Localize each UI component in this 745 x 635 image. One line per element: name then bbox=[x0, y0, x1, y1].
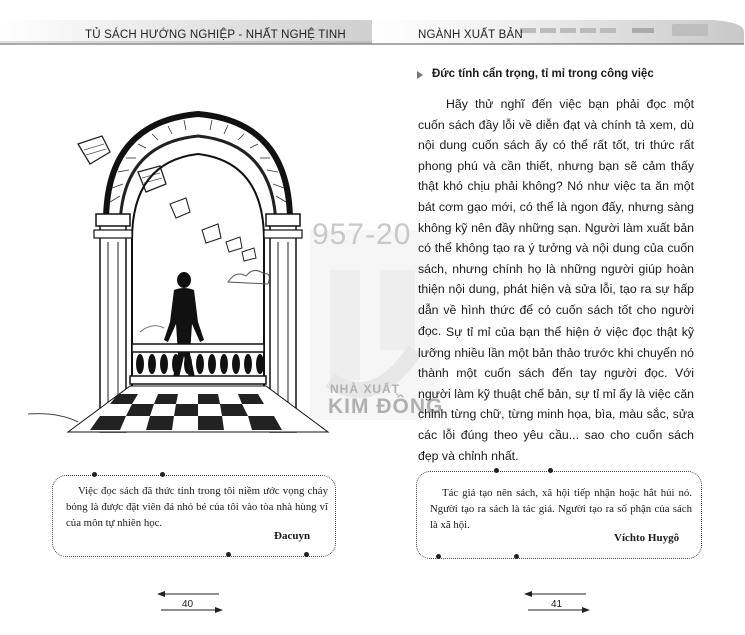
section-heading: Đức tính cẩn trọng, tỉ mỉ trong công việc bbox=[432, 68, 654, 80]
header-series-title: TỦ SÁCH HƯỚNG NGHIỆP - NHẤT NGHỆ TINH bbox=[85, 29, 346, 41]
quote-box-dot bbox=[226, 552, 231, 557]
quote-author-right: Víchto Huygô bbox=[614, 532, 680, 544]
header-chapter-title: NGÀNH XUẤT BẢN bbox=[418, 29, 523, 41]
quote-box-dot bbox=[304, 552, 309, 557]
heading-bullet-icon bbox=[417, 71, 423, 79]
quote-box-dot bbox=[92, 472, 97, 477]
quote-box-dot bbox=[548, 468, 553, 473]
quote-text-left: Việc đọc sách đã thức tỉnh trong tôi niềm ước vọng cháy bỏng là được đặt viên đá nhỏ bé của tôi vào tòa nhà hùng vĩ của môn tự nhiên học. bbox=[66, 485, 328, 529]
quote-author-left: Đacuyn bbox=[274, 530, 311, 542]
quote-box-dot bbox=[494, 468, 499, 473]
quote-box-dot bbox=[160, 472, 165, 477]
arch-balcony-illustration bbox=[28, 92, 348, 437]
page-number-left: 40 bbox=[182, 599, 194, 610]
body-paragraph: Sự tỉ mỉ của bạn thể hiện ở việc đọc thật kỹ lưỡng nhiều lần một bản thảo trước khi chuyển nó thành một cuốn sách đến tay người đọc. Với người làm kỹ thuật chế bản, sự tỉ mỉ ấy là việc căn chỉnh từng chữ, từng minh họa, bìa, màu sắc, sửa các lỗi đúng theo yêu cầu... sao cho cuốn sách đẹp và chỉnh nhất. bbox=[418, 325, 694, 463]
page-number-right: 41 bbox=[551, 599, 563, 610]
quote-text-right: Tác giả tạo nên sách, xã hội tiếp nhận hoặc hắt hủi nó. Người tạo ra sách là tác giả. Người tạo ra số phận của sách là xã hội. bbox=[430, 487, 692, 531]
watermark-line-1: NHÀ XUẤT bbox=[330, 382, 400, 396]
body-paragraph: Hãy thử nghĩ đến việc bạn phải đọc một cuốn sách đầy lỗi về diễn đạt và chính tả xem, dù nội dung cuốn sách ấy có thể rất tốt, tri thức rất phong phú và cần thiết, nhưng bạn sẽ cảm thấy thật khó chịu phải không? Nó như việc ta ăn một bát cơm gạo mới, có thể là ngon đấy, nhưng sàng không kỹ nên đầy những sạn. Người làm xuất bản có thể không tạo ra ý tưởng và nội dung của cuốn sách, nhưng chính họ là những người giúp hoàn thiện nội dung, phát hiện và sửa lỗi, tạo ra sự hấp dẫn về hình thức để có cuốn sách tốt cho người đọc. bbox=[418, 97, 694, 338]
watermark-year: 957-20 bbox=[312, 218, 412, 251]
quote-box-dot bbox=[514, 554, 519, 559]
quote-box-dot bbox=[436, 554, 441, 559]
watermark-line-2: KIM ĐỒNG bbox=[328, 395, 444, 418]
